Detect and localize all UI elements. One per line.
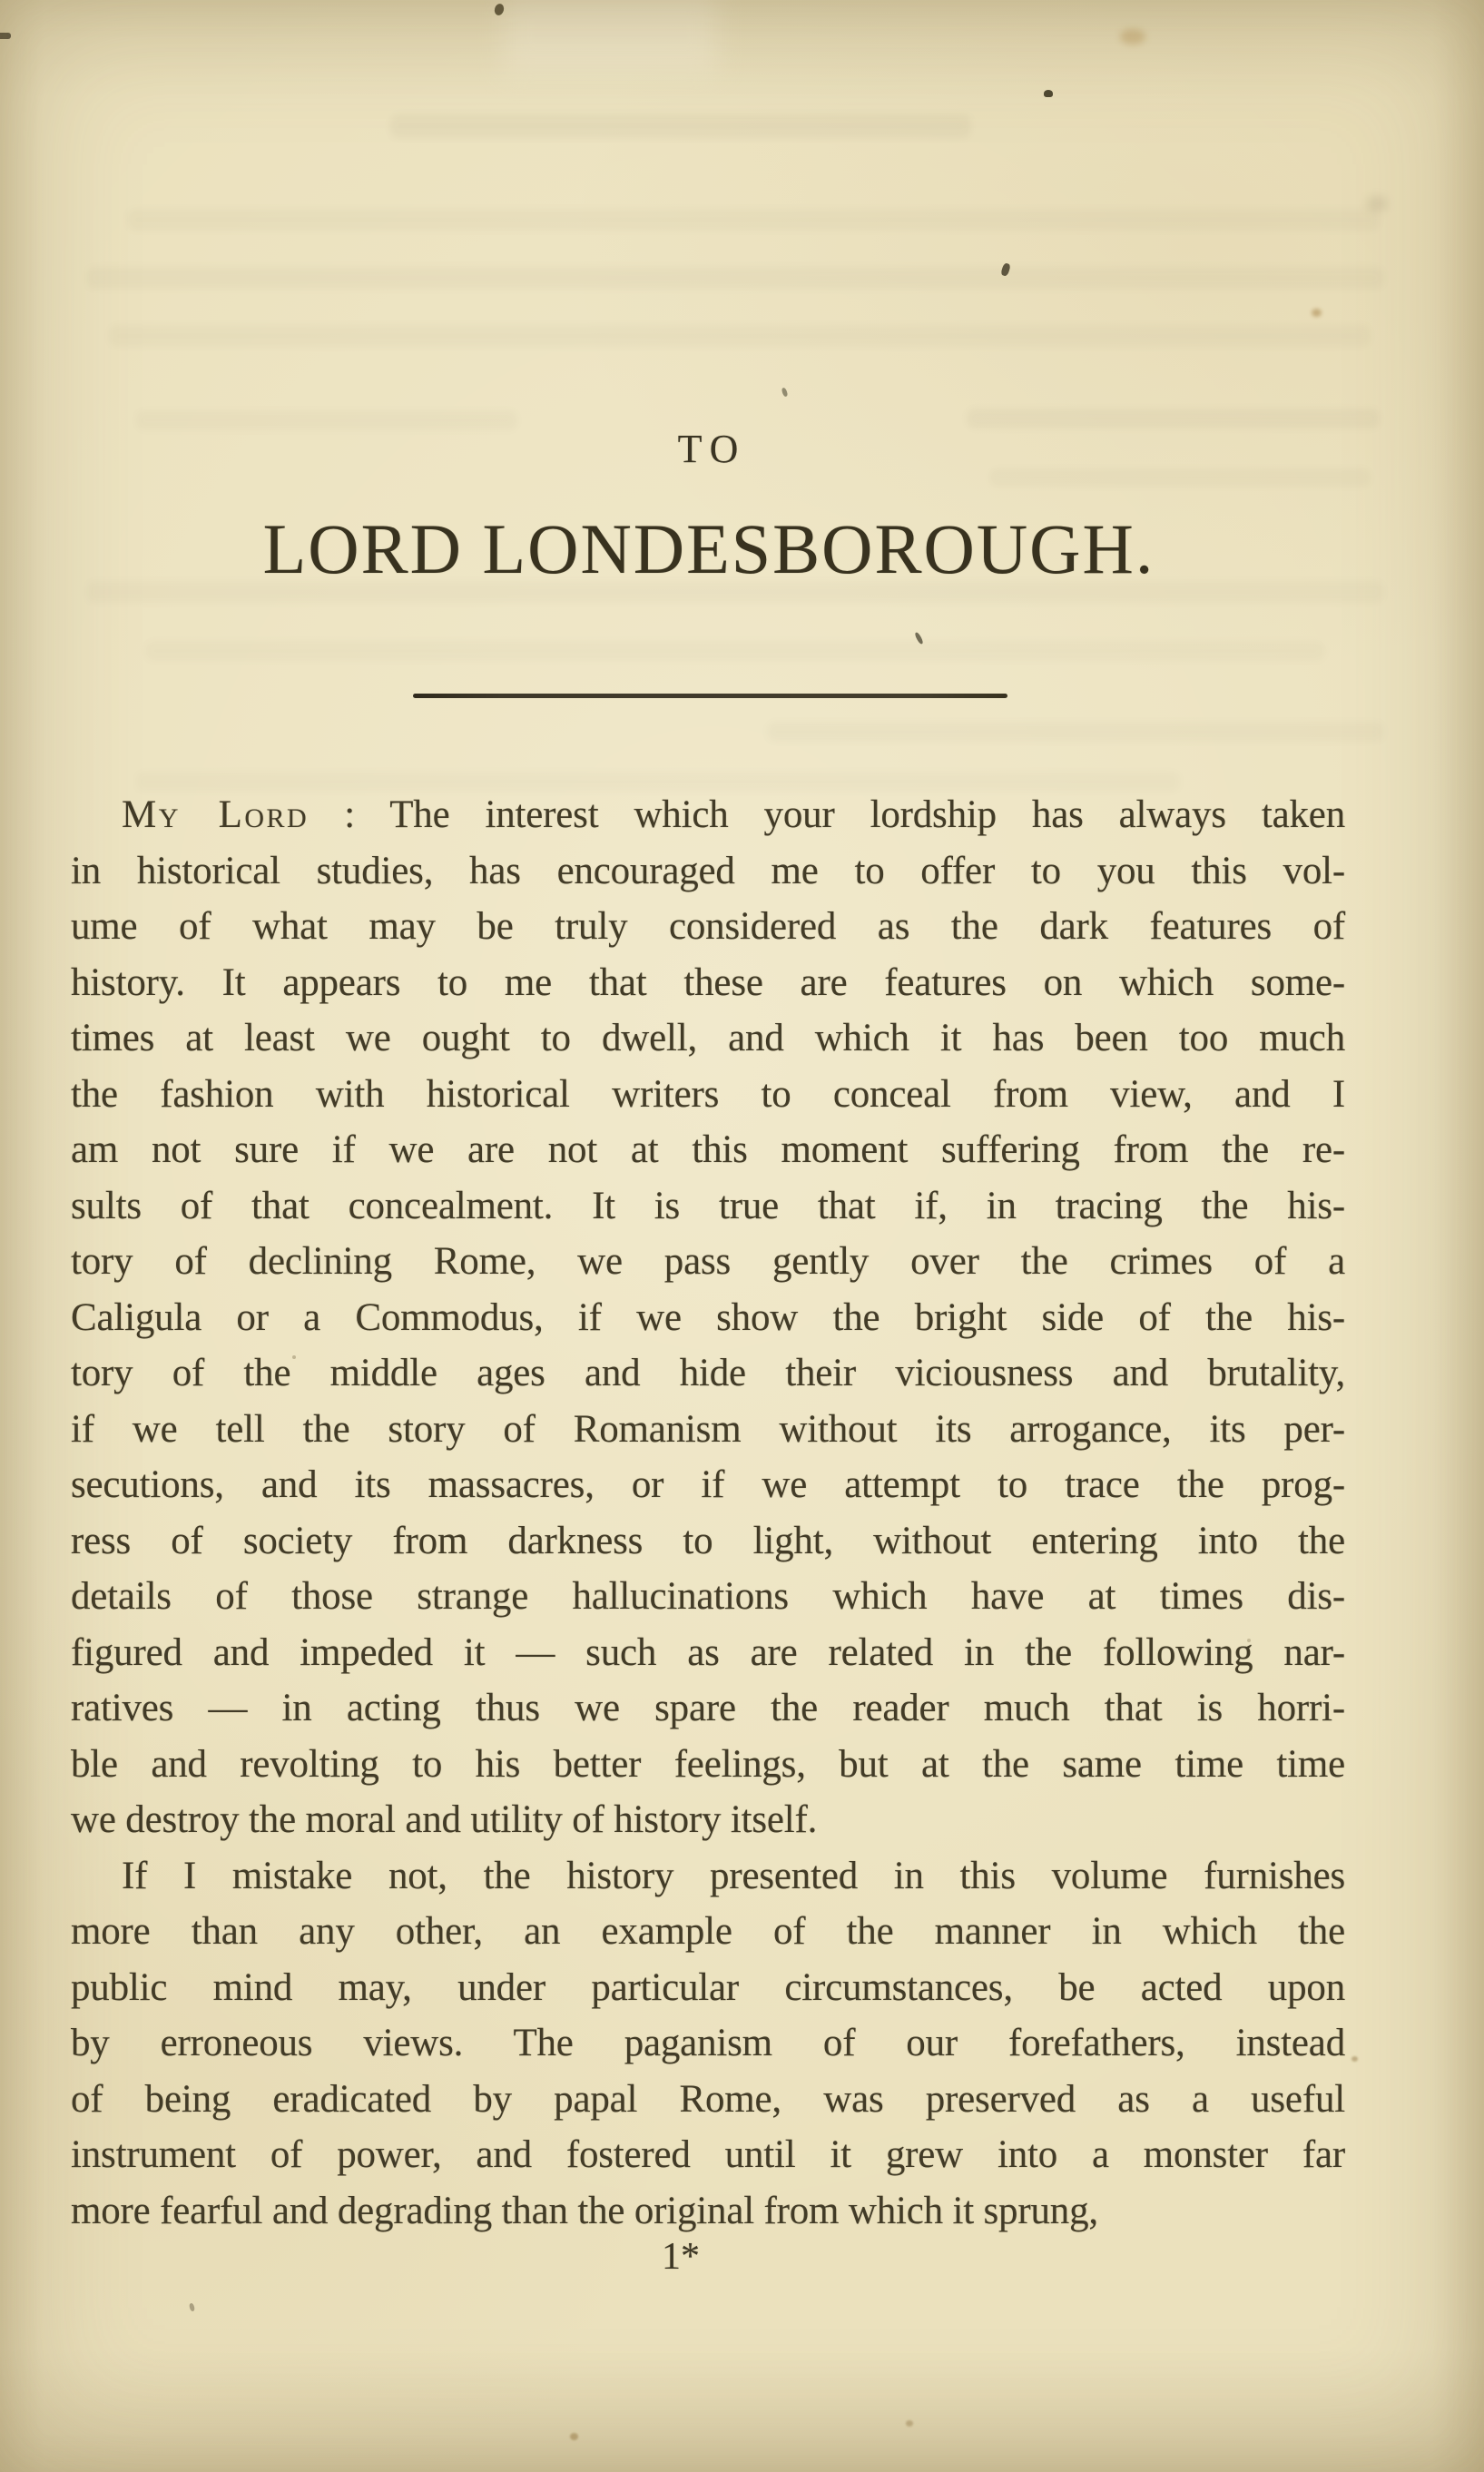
smudge: [1366, 196, 1388, 212]
foxing-speck: [1351, 2056, 1358, 2062]
body-line: Caligula or a Commodus, if we show the bright side of the his-: [71, 1295, 1345, 1339]
body-line: history. It appears to me that these are features on which some-: [71, 960, 1345, 1004]
show-through-line: [86, 267, 1384, 289]
body-line: more than any other, an example of the manner in which the: [71, 1910, 1345, 1953]
body-line: If I mistake not, the history presented in this volume furnishes: [122, 1854, 1345, 1897]
body-line: instrument of power, and fostered until it grew into a monster far: [71, 2133, 1345, 2176]
foxing-speck: [570, 2433, 578, 2440]
line-text: The interest which your lordship has always taken: [389, 793, 1345, 836]
ink-speck: [189, 2303, 195, 2312]
ink-speck: [0, 33, 11, 39]
body-line: tory of declining Rome, we pass gently over the crimes of a: [71, 1240, 1345, 1283]
show-through-line: [767, 722, 1384, 742]
divider-rule: [413, 694, 1007, 698]
show-through-line: [127, 209, 1380, 231]
foxing-speck: [1312, 309, 1322, 317]
foxing-speck: [906, 2420, 913, 2427]
body-line: in historical studies, has encouraged me to offer to you this vol-: [71, 849, 1345, 892]
ink-speck: [1044, 90, 1053, 97]
body-line: public mind may, under particular circumstances, be acted upon: [71, 1965, 1345, 2009]
body-line: of being eradicated by papal Rome, was preserved as a useful: [71, 2077, 1345, 2121]
body-line: sults of that concealment. It is true that if, in tracing the his-: [71, 1184, 1345, 1227]
body-line: more fearful and degrading than the original from which it sprung,: [71, 2189, 1098, 2232]
dedication-body: [71, 787, 1345, 2239]
body-line: [71, 787, 1345, 843]
body-line: by erroneous views. The paganism of our forefathers, instead: [71, 2022, 1345, 2064]
body-line: ume of what may be truly considered as the dark features of: [71, 905, 1345, 948]
salutation-colon: :: [309, 793, 390, 836]
body-line: figured and impeded it — such as are related in the following nar-: [71, 1630, 1345, 1674]
salutation: My Lord: [122, 793, 310, 836]
show-through-line: [109, 325, 1371, 347]
foxing-speck: [1120, 29, 1145, 44]
show-through-line: [145, 641, 1325, 661]
dedication-title: LORD LONDESBOROUGH.: [262, 509, 1155, 588]
body-line: we destroy the moral and utility of history itself.: [71, 1798, 818, 1841]
dedication-kicker: TO: [677, 427, 747, 471]
body-line: am not sure if we are not at this moment suffering from the re-: [71, 1128, 1345, 1171]
body-line: ress of society from darkness to light, without entering into the: [71, 1519, 1345, 1562]
body-line: ble and revolting to his better feelings, but at the same time time: [71, 1742, 1345, 1786]
scan-light-patch: [504, 0, 717, 73]
ink-speck: [781, 387, 788, 397]
body-line: if we tell the story of Romanism without its arrogance, its per-: [71, 1407, 1345, 1451]
body-line: details of those strange hallucinations which have at times dis-: [71, 1575, 1345, 1618]
show-through-line: [967, 409, 1380, 428]
signature-mark: 1*: [662, 2236, 700, 2278]
show-through-line: [390, 114, 971, 138]
body-line: ratives — in acting thus we spare the reader much that is horri-: [71, 1687, 1345, 1729]
body-line: tory of the middle ages and hide their viciousness and brutality,: [71, 1352, 1345, 1394]
body-line: the fashion with historical writers to conceal from view, and I: [71, 1072, 1345, 1116]
body-line: secutions, and its massacres, or if we attempt to trace the prog-: [71, 1463, 1345, 1506]
body-line: times at least we ought to dwell, and which it has been too much: [71, 1017, 1345, 1059]
